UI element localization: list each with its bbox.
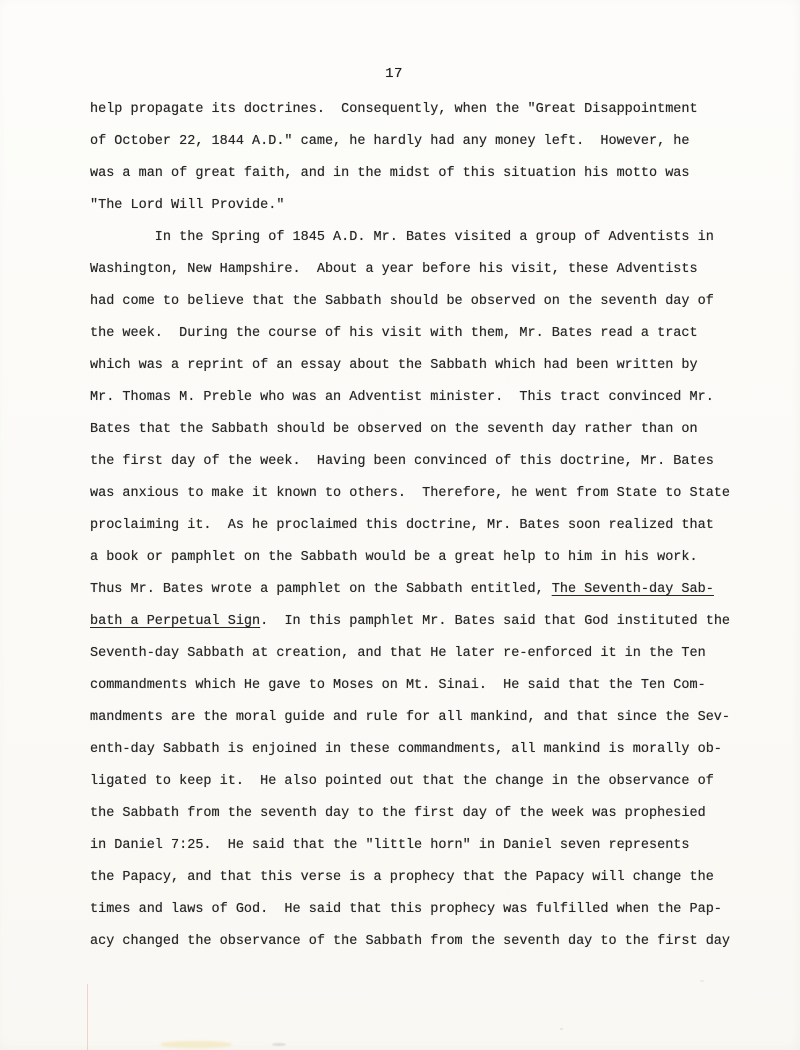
text-segment: help propagate its doctrines. Consequently, when the "Great Disappointment: [90, 102, 698, 117]
text-line: [90, 798, 750, 830]
text-line: [90, 606, 750, 638]
scan-speck: [560, 1028, 563, 1030]
text-line: [90, 478, 750, 510]
text-segment: Mr. Thomas M. Preble who was an Adventist minister. This tract convinced Mr.: [90, 390, 714, 405]
text-line: [90, 830, 750, 862]
text-segment: was anxious to make it known to others. Therefore, he went from State to State: [90, 486, 731, 501]
text-segment: "The Lord Will Provide.": [90, 198, 285, 213]
page-number: 17: [385, 66, 403, 82]
text-line: [90, 510, 750, 542]
scan-smudge: [272, 1043, 286, 1046]
text-line: [90, 894, 750, 926]
scan-crease-line: [87, 984, 88, 1050]
text-segment: commandments which He gave to Moses on Mt. Sinai. He said that the Ten Com-: [90, 678, 706, 693]
underlined-title-text: bath a Perpetual Sign: [90, 614, 261, 629]
text-segment: had come to believe that the Sabbath should be observed on the seventh day of: [90, 294, 714, 309]
text-segment: Thus Mr. Bates wrote a pamphlet on the Sabbath entitled,: [90, 582, 552, 597]
text-segment: proclaiming it. As he proclaimed this doctrine, Mr. Bates soon realized that: [90, 518, 714, 533]
text-line: [90, 862, 750, 894]
text-segment: ligated to keep it. He also pointed out that the change in the observance of: [90, 774, 714, 789]
text-line: [90, 190, 750, 222]
text-segment: the first day of the week. Having been convinced of this doctrine, Mr. Bates: [90, 454, 714, 469]
text-line: [90, 766, 750, 798]
text-line: [90, 670, 750, 702]
text-line: [90, 414, 750, 446]
text-line: [90, 222, 750, 254]
text-line: [90, 350, 750, 382]
text-line: [90, 638, 750, 670]
text-segment: In the Spring of 1845 A.D. Mr. Bates visited a group of Adventists in: [90, 230, 714, 245]
text-segment: in Daniel 7:25. He said that the "little horn" in Daniel seven represents: [90, 838, 690, 853]
text-segment: the Papacy, and that this verse is a prophecy that the Papacy will change the: [90, 870, 714, 885]
text-line: [90, 446, 750, 478]
text-segment: Seventh-day Sabbath at creation, and that He later re-enforced it in the Ten: [90, 646, 706, 661]
text-line: [90, 254, 750, 286]
text-segment: . In this pamphlet Mr. Bates said that God instituted the: [260, 614, 731, 629]
text-line: [90, 574, 750, 606]
text-line: [90, 734, 750, 766]
text-segment: Bates that the Sabbath should be observed on the seventh day rather than on: [90, 422, 698, 437]
text-segment: enth-day Sabbath is enjoined in these commandments, all mankind is morally ob-: [90, 742, 722, 757]
underlined-title-text: The Seventh-day Sab-: [551, 582, 714, 597]
text-line: [90, 926, 750, 958]
text-segment: times and laws of God. He said that this prophecy was fulfilled when the Pap-: [90, 902, 722, 917]
text-line: [90, 158, 750, 190]
scan-speck: [700, 980, 704, 982]
text-segment: mandments are the moral guide and rule for all mankind, and that since the Sev-: [90, 710, 731, 725]
document-lines: [90, 94, 750, 958]
text-line: [90, 126, 750, 158]
text-line: [90, 542, 750, 574]
text-segment: which was a reprint of an essay about the Sabbath which had been written by: [90, 358, 698, 373]
text-line: [90, 286, 750, 318]
text-segment: acy changed the observance of the Sabbath from the seventh day to the first day: [90, 934, 731, 949]
scan-smudge: [160, 1041, 232, 1048]
text-segment: of October 22, 1844 A.D." came, he hardly had any money left. However, he: [90, 134, 690, 149]
text-segment: Washington, New Hampshire. About a year before his visit, these Adventists: [90, 262, 698, 277]
text-segment: the Sabbath from the seventh day to the first day of the week was prophesied: [90, 806, 706, 821]
text-line: [90, 318, 750, 350]
text-segment: a book or pamphlet on the Sabbath would be a great help to him in his work.: [90, 550, 698, 565]
text-line: [90, 94, 750, 126]
text-line: [90, 702, 750, 734]
text-segment: was a man of great faith, and in the midst of this situation his motto was: [90, 166, 690, 181]
text-line: [90, 382, 750, 414]
text-segment: the week. During the course of his visit with them, Mr. Bates read a tract: [90, 326, 698, 341]
